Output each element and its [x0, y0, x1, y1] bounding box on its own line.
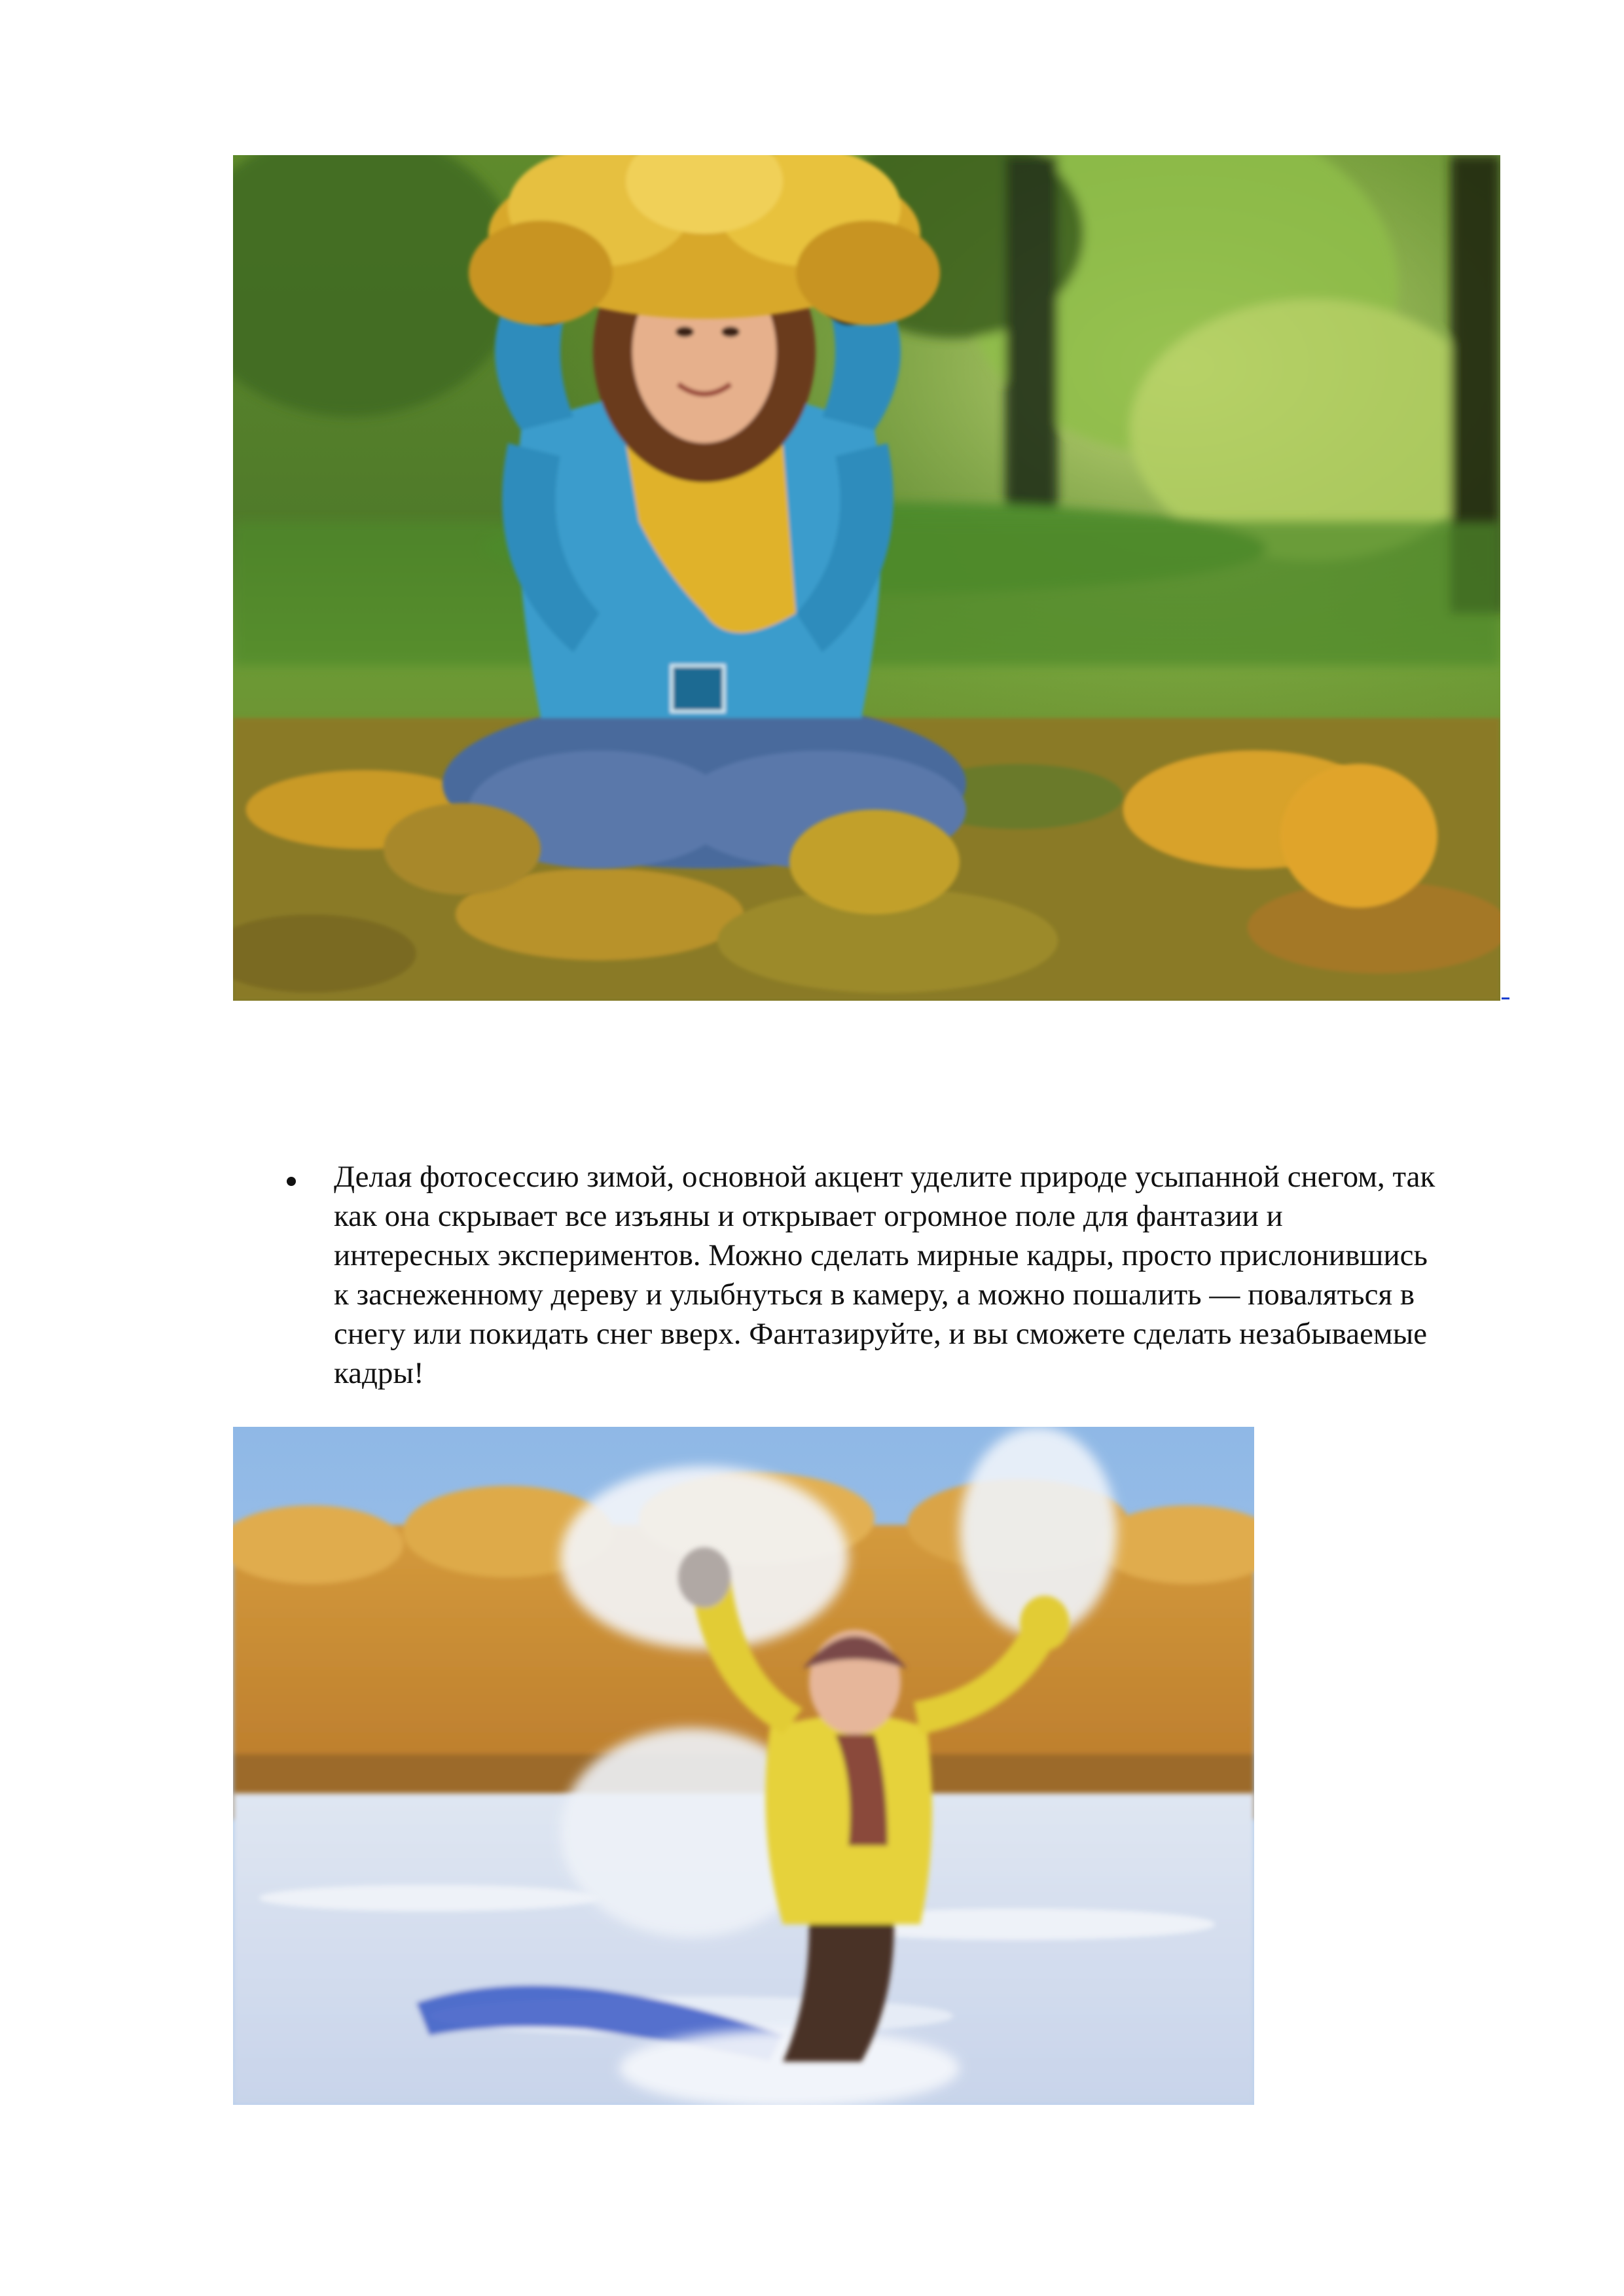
hyperlink-underline[interactable] [1502, 997, 1509, 999]
paragraph-line: снегу или покидать снег вверх. Фантазируйте, и вы сможете сделать незабываемые [334, 1317, 1428, 1351]
winter-photo-graphic [233, 1427, 1254, 2105]
paragraph-line: Делая фотосессию зимой, основной акцент уделите природе усыпанной снегом, так [334, 1160, 1435, 1194]
bullet-icon [287, 1177, 296, 1186]
paragraph-line: кадры! [334, 1356, 424, 1390]
paragraph-line: интересных экспериментов. Можно сделать мирные кадры, просто прислонившись [334, 1238, 1428, 1272]
winter-photo [233, 1427, 1254, 2105]
bullet-paragraph [279, 1157, 1516, 1393]
bullet-list-item [279, 1157, 1516, 1393]
autumn-photo [233, 155, 1500, 1001]
paragraph-line: как она скрывает все изъяны и открывает огромное поле для фантазии и [334, 1199, 1283, 1233]
autumn-photo-graphic [233, 155, 1500, 1001]
paragraph-line: к заснеженному дереву и улыбнуться в камеру, а можно пошалить — поваляться в [334, 1278, 1415, 1312]
